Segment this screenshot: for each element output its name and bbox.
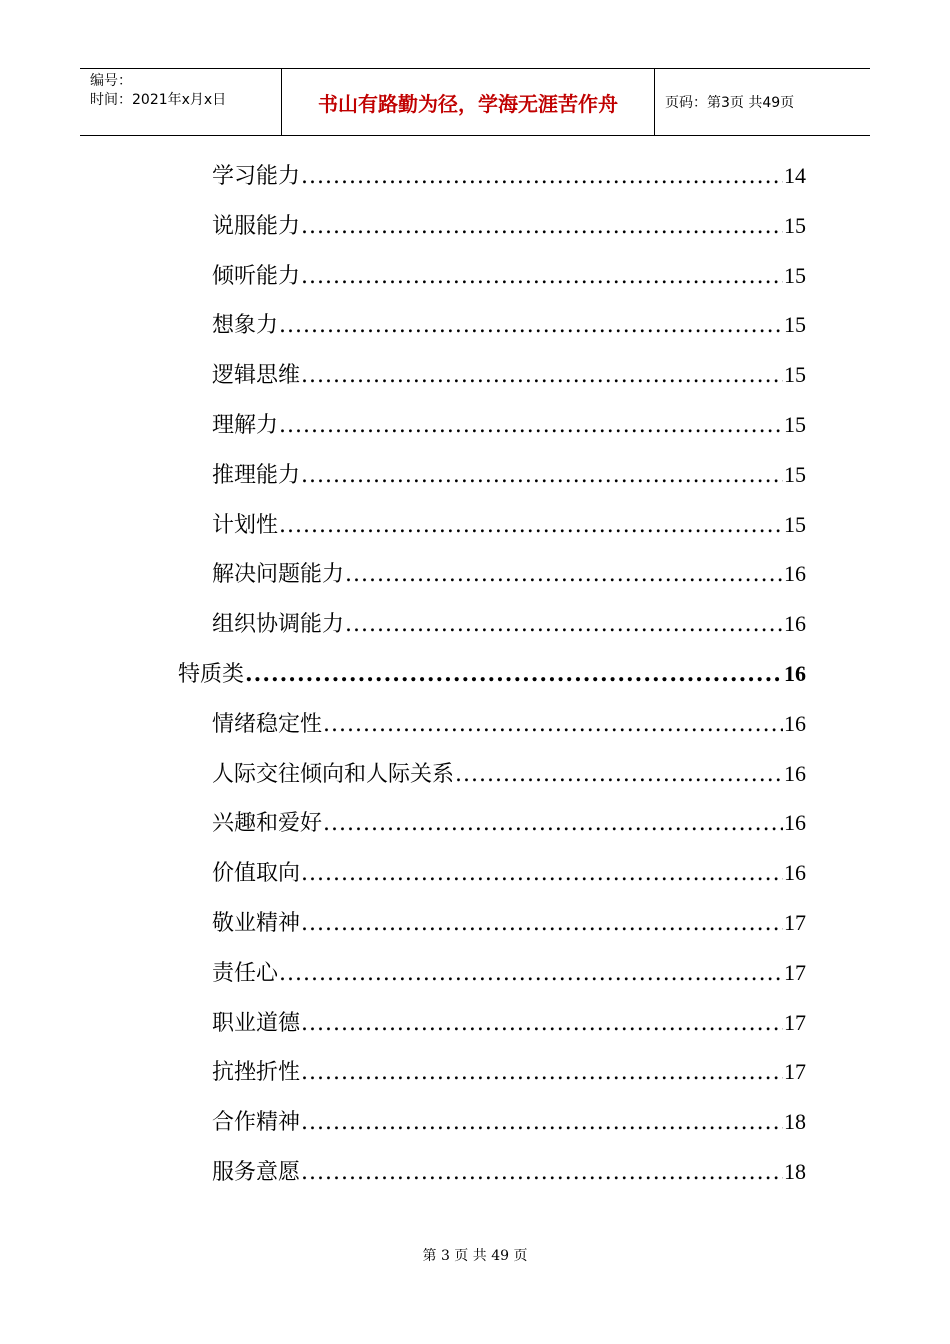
number-label: 编号： bbox=[90, 73, 132, 89]
toc-entry-label: 特质类 bbox=[178, 662, 245, 687]
page-header bbox=[80, 68, 870, 136]
toc-entry-page: 18 bbox=[784, 1159, 806, 1184]
toc-entry[interactable] bbox=[212, 1007, 806, 1039]
toc-entry-label: 组织协调能力 bbox=[212, 612, 345, 638]
toc-entry-page: 15 bbox=[784, 412, 806, 437]
toc-entry[interactable] bbox=[212, 708, 806, 740]
toc-entry-label: 想象力 bbox=[212, 313, 279, 339]
toc-leader-dots bbox=[301, 360, 783, 392]
toc-entry[interactable] bbox=[212, 1156, 806, 1188]
toc-entry-page: 15 bbox=[784, 262, 806, 288]
toc-entry-page: 16 bbox=[784, 860, 806, 886]
toc-entry-page: 18 bbox=[784, 1109, 806, 1135]
toc-entry-page: 17 bbox=[784, 910, 806, 935]
toc-entry-label: 服务意愿 bbox=[212, 1160, 301, 1185]
toc-leader-dots bbox=[455, 759, 783, 791]
toc-entry-label: 情绪稳定性 bbox=[212, 711, 323, 737]
toc-entry-label: 责任心 bbox=[212, 960, 279, 986]
toc-entry-page: 16 bbox=[784, 561, 806, 587]
toc-entry-label: 推理能力 bbox=[212, 462, 301, 488]
toc-entry-page: 16 bbox=[784, 611, 806, 637]
toc-entry[interactable] bbox=[212, 260, 806, 292]
toc-entry[interactable] bbox=[212, 509, 806, 541]
toc-entry-label: 计划性 bbox=[212, 512, 279, 538]
toc-leader-dots bbox=[345, 609, 783, 641]
toc-entry[interactable] bbox=[212, 907, 806, 939]
toc-entry-page: 15 bbox=[784, 362, 806, 388]
toc-entry[interactable] bbox=[212, 857, 806, 889]
toc-leader-dots bbox=[301, 1057, 783, 1089]
page-footer: 第 3 页 共 49 页 bbox=[422, 1248, 528, 1264]
toc-entry[interactable] bbox=[212, 957, 806, 989]
toc-entry[interactable] bbox=[212, 210, 806, 242]
toc-leader-dots bbox=[245, 658, 783, 690]
toc-entry-label: 说服能力 bbox=[212, 213, 301, 239]
toc-leader-dots bbox=[301, 908, 783, 940]
toc-leader-dots bbox=[323, 808, 783, 840]
toc-leader-dots bbox=[301, 858, 783, 890]
toc-leader-dots bbox=[301, 211, 783, 243]
toc-leader-dots bbox=[323, 709, 783, 741]
toc-leader-dots bbox=[345, 559, 783, 591]
toc-entry-page: 17 bbox=[784, 1009, 806, 1035]
toc-entry-page: 15 bbox=[784, 312, 806, 338]
toc-entry-page: 17 bbox=[784, 1059, 806, 1085]
toc-entry[interactable] bbox=[212, 459, 806, 491]
toc-entry[interactable] bbox=[212, 608, 806, 640]
toc-entry-label: 人际交往倾向和人际关系 bbox=[212, 761, 455, 787]
toc-leader-dots bbox=[301, 1107, 783, 1139]
header-meta bbox=[80, 69, 282, 135]
toc-entry[interactable] bbox=[212, 807, 806, 839]
toc-entry-page: 16 bbox=[784, 661, 806, 686]
toc-leader-dots bbox=[301, 460, 783, 492]
toc-leader-dots bbox=[279, 310, 783, 342]
toc-entry-label: 合作精神 bbox=[212, 1110, 301, 1136]
toc-entry-label: 倾听能力 bbox=[212, 263, 301, 289]
toc-entry-label: 逻辑思维 bbox=[212, 363, 301, 389]
toc-entry-label: 职业道德 bbox=[212, 1010, 301, 1036]
toc-entry-page: 16 bbox=[784, 710, 806, 736]
toc-entry-page: 14 bbox=[784, 163, 806, 188]
toc-leader-dots bbox=[279, 510, 783, 542]
toc-entry[interactable] bbox=[212, 409, 806, 441]
toc-entry[interactable] bbox=[212, 160, 806, 192]
toc-section[interactable] bbox=[178, 658, 806, 690]
toc-entry[interactable] bbox=[212, 1056, 806, 1088]
toc-entry-label: 解决问题能力 bbox=[212, 562, 345, 588]
header-page-info: 页码：第3页 共49页 bbox=[665, 95, 795, 111]
toc-entry-page: 16 bbox=[784, 810, 806, 836]
toc-entry-label: 抗挫折性 bbox=[212, 1060, 301, 1086]
toc-entry[interactable] bbox=[212, 558, 806, 590]
toc-leader-dots bbox=[301, 1157, 783, 1189]
toc-entry[interactable] bbox=[212, 758, 806, 790]
toc-entry-label: 敬业精神 bbox=[212, 911, 301, 936]
toc-entry[interactable] bbox=[212, 359, 806, 391]
toc-entry[interactable] bbox=[212, 309, 806, 341]
toc-leader-dots bbox=[301, 1008, 783, 1040]
toc-entry-page: 17 bbox=[784, 959, 806, 985]
toc-entry-page: 15 bbox=[784, 511, 806, 537]
toc-entry[interactable] bbox=[212, 1106, 806, 1138]
toc-leader-dots bbox=[301, 161, 783, 193]
toc-entry-label: 学习能力 bbox=[212, 164, 301, 189]
toc-leader-dots bbox=[279, 410, 783, 442]
toc-leader-dots bbox=[279, 958, 783, 990]
toc-entry-label: 价值取向 bbox=[212, 861, 301, 887]
toc-entry-page: 15 bbox=[784, 212, 806, 238]
time-label: 时间：2021年x月x日 bbox=[90, 92, 227, 108]
toc-entry-label: 理解力 bbox=[212, 413, 279, 438]
header-motto: 书山有路勤为径，学海无涯苦作舟 bbox=[282, 69, 655, 135]
toc-entry-page: 16 bbox=[784, 760, 806, 786]
toc-entry-label: 兴趣和爱好 bbox=[212, 811, 323, 837]
toc-entry-page: 15 bbox=[784, 461, 806, 487]
toc-leader-dots bbox=[301, 261, 783, 293]
